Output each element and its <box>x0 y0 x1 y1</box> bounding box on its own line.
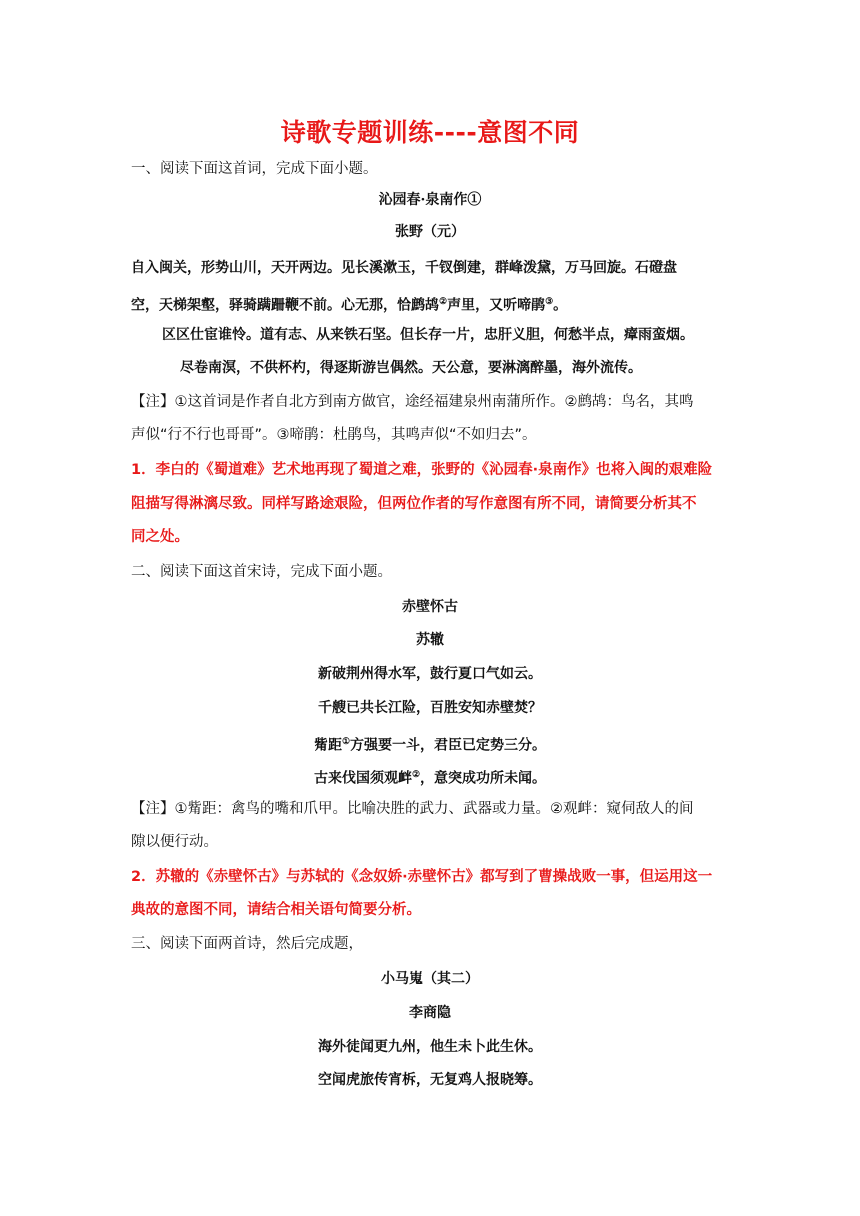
poem-1-author: 张野（元） <box>395 224 465 240</box>
question-2: 2．苏辙的《赤壁怀古》与苏轼的《念奴娇·赤壁怀古》都写到了曹操战败一事，但运用这一 <box>131 869 713 885</box>
footnote-mark: ③ <box>545 297 554 307</box>
poem-3-title: 小马嵬（其二） <box>381 971 479 987</box>
footnote-mark: ① <box>341 737 351 747</box>
question-1: 阻描写得淋漓尽致。同样写路途艰险，但两位作者的写作意图有所不同，请简要分析其不 <box>131 496 697 512</box>
poem-3-author: 李商隐 <box>409 1005 451 1021</box>
section-1-note: 声似“行不行也哥哥”。③啼鹃：杜鹃鸟，其鸣声似“不如归去”。 <box>131 427 537 443</box>
poem-1-line: 自入闽关，形势山川，天开两边。见长溪漱玉，千钗倒建，群峰泼黛，万马回旋。石磴盘 <box>131 260 677 276</box>
page-title: 诗歌专题训练----意图不同 <box>280 118 580 147</box>
section-2-note: 隙以便行动。 <box>131 834 218 850</box>
poem-3-line: 空闻虎旅传宵柝，无复鸡人报晓筹。 <box>318 1072 542 1088</box>
poem-2-author: 苏辙 <box>416 632 444 648</box>
poem-2-line: 新破荆州得水军，鼓行夏口气如云。 <box>318 666 542 682</box>
poem-2-line: 觜距①方强要一斗，君臣已定势三分。 <box>313 737 547 754</box>
poem-2-line: 千艘已共长江险，百胜安知赤壁焚？ <box>318 700 542 716</box>
poem-3-line: 海外徒闻更九州，他生未卜此生休。 <box>318 1039 542 1055</box>
poem-2-line: 古来伐国须观衅②，意突成功所未闻。 <box>313 770 547 787</box>
poem-2-title: 赤壁怀古 <box>402 599 458 615</box>
section-2-instruction: 二、阅读下面这首宋诗，完成下面小题。 <box>131 564 392 580</box>
poem-1-line: 空，天梯架壑，驿骑蹒跚鞭不前。心无那，恰鹧鸪②声里，又听啼鹃③。 <box>131 297 568 314</box>
poem-1-line: 尽卷南溟，不供杯杓，得逐斯游岂偶然。天公意，要淋漓醉墨，海外流传。 <box>180 360 642 376</box>
poem-1-title: 沁园春·泉南作① <box>378 192 482 208</box>
section-3-instruction: 三、阅读下面两首诗，然后完成题， <box>131 936 363 952</box>
section-2-note: 【注】①觜距：禽鸟的嘴和爪甲。比喻决胜的武力、武器或力量。②观衅：窥伺敌人的间 <box>131 801 694 817</box>
footnote-mark: ② <box>439 297 448 307</box>
question-1: 1．李白的《蜀道难》艺术地再现了蜀道之难，张野的《沁园春·泉南作》也将入闽的艰难险 <box>131 462 713 478</box>
poem-1-line: 区区仕宦谁怜。道有志、从来铁石坚。但长存一片，忠肝义胆，何愁半点，瘴雨蛮烟。 <box>162 327 694 343</box>
question-1: 同之处。 <box>131 529 189 545</box>
section-1-note: 【注】①这首词是作者自北方到南方做官，途经福建泉州南蒲所作。②鹧鸪：鸟名，其鸣 <box>131 394 694 410</box>
section-1-instruction: 一、阅读下面这首词，完成下面小题。 <box>131 161 378 177</box>
question-2: 典故的意图不同，请结合相关语句简要分析。 <box>131 902 421 918</box>
footnote-mark: ② <box>411 770 421 780</box>
